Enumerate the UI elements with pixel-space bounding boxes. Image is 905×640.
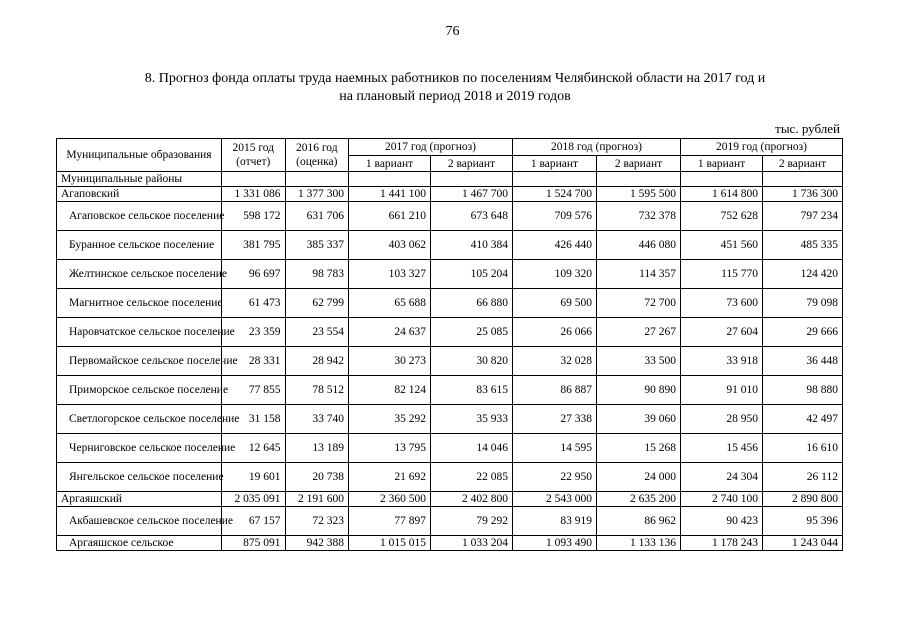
value-cell: 86 962: [597, 507, 681, 536]
district-name: Агаповский: [57, 187, 222, 202]
value-cell: 33 740: [285, 405, 349, 434]
value-cell: 2 635 200: [597, 492, 681, 507]
value-cell: 1 736 300: [763, 187, 843, 202]
value-cell: 13 795: [349, 434, 431, 463]
value-cell: 90 890: [597, 376, 681, 405]
settlement-name: Буранное сельское поселение: [57, 231, 222, 260]
header-2017-variant-1: 1 вариант: [349, 156, 431, 172]
value-cell: 1 441 100: [349, 187, 431, 202]
value-cell: 19 601: [221, 463, 285, 492]
header-2018-variant-2: 2 вариант: [597, 156, 681, 172]
value-cell: 14 595: [512, 434, 596, 463]
value-cell: 16 610: [763, 434, 843, 463]
value-cell: 27 338: [512, 405, 596, 434]
value-cell: 22 085: [431, 463, 513, 492]
value-cell: 77 897: [349, 507, 431, 536]
district-row: [57, 187, 843, 202]
value-cell: 86 887: [512, 376, 596, 405]
value-cell: 451 560: [681, 231, 763, 260]
value-cell: 752 628: [681, 202, 763, 231]
value-cell: 20 738: [285, 463, 349, 492]
value-cell: 598 172: [221, 202, 285, 231]
value-cell: 24 304: [681, 463, 763, 492]
settlement-name: Аргаяшское сельское: [57, 536, 222, 551]
value-cell: 21 692: [349, 463, 431, 492]
settlement-name: Желтинское сельское поселение: [57, 260, 222, 289]
settlement-name: Первомайское сельское поселение: [57, 347, 222, 376]
value-cell: 797 234: [763, 202, 843, 231]
value-cell: 33 918: [681, 347, 763, 376]
value-cell: 15 268: [597, 434, 681, 463]
value-cell: 83 919: [512, 507, 596, 536]
header-2016: 2016 год (оценка): [285, 139, 349, 172]
value-cell: 15 456: [681, 434, 763, 463]
section-empty-cell: [763, 172, 843, 187]
value-cell: 124 420: [763, 260, 843, 289]
value-cell: 83 615: [431, 376, 513, 405]
settlement-row: [57, 318, 843, 347]
value-cell: 2 035 091: [221, 492, 285, 507]
document-title: [100, 70, 810, 106]
payroll-forecast-table: [56, 138, 843, 551]
value-cell: 72 323: [285, 507, 349, 536]
value-cell: 36 448: [763, 347, 843, 376]
value-cell: 82 124: [349, 376, 431, 405]
value-cell: 12 645: [221, 434, 285, 463]
settlement-name: Акбашевское сельское поселение: [57, 507, 222, 536]
settlement-row: [57, 202, 843, 231]
value-cell: 72 700: [597, 289, 681, 318]
settlement-row: [57, 536, 843, 551]
section-row: [57, 172, 843, 187]
value-cell: 1 178 243: [681, 536, 763, 551]
value-cell: 1 331 086: [221, 187, 285, 202]
value-cell: 77 855: [221, 376, 285, 405]
header-municipal: Муниципальные образования: [57, 139, 222, 172]
value-cell: 2 890 800: [763, 492, 843, 507]
header-2019-variant-2: 2 вариант: [763, 156, 843, 172]
settlement-row: [57, 507, 843, 536]
value-cell: 1 015 015: [349, 536, 431, 551]
value-cell: 103 327: [349, 260, 431, 289]
settlement-row: [57, 347, 843, 376]
value-cell: 732 378: [597, 202, 681, 231]
section-label: Муниципальные районы: [57, 172, 222, 187]
header-2017: 2017 год (прогноз): [349, 139, 513, 156]
value-cell: 39 060: [597, 405, 681, 434]
value-cell: 33 500: [597, 347, 681, 376]
value-cell: 31 158: [221, 405, 285, 434]
value-cell: 61 473: [221, 289, 285, 318]
value-cell: 26 112: [763, 463, 843, 492]
value-cell: 67 157: [221, 507, 285, 536]
value-cell: 27 267: [597, 318, 681, 347]
value-cell: 105 204: [431, 260, 513, 289]
header-2018: 2018 год (прогноз): [512, 139, 680, 156]
value-cell: 381 795: [221, 231, 285, 260]
settlement-row: [57, 289, 843, 318]
value-cell: 42 497: [763, 405, 843, 434]
value-cell: 32 028: [512, 347, 596, 376]
value-cell: 1 093 490: [512, 536, 596, 551]
value-cell: 73 600: [681, 289, 763, 318]
value-cell: 673 648: [431, 202, 513, 231]
value-cell: 98 880: [763, 376, 843, 405]
header-2017-variant-2: 2 вариант: [431, 156, 513, 172]
value-cell: 28 942: [285, 347, 349, 376]
section-empty-cell: [431, 172, 513, 187]
value-cell: 66 880: [431, 289, 513, 318]
settlement-name: Приморское сельское поселение: [57, 376, 222, 405]
value-cell: 98 783: [285, 260, 349, 289]
value-cell: 27 604: [681, 318, 763, 347]
settlement-row: [57, 231, 843, 260]
settlement-name: Светлогорское сельское поселение: [57, 405, 222, 434]
value-cell: 109 320: [512, 260, 596, 289]
value-cell: 30 820: [431, 347, 513, 376]
value-cell: 114 357: [597, 260, 681, 289]
settlement-name: Магнитное сельское поселение: [57, 289, 222, 318]
value-cell: 90 423: [681, 507, 763, 536]
value-cell: 2 543 000: [512, 492, 596, 507]
header-2018-variant-1: 1 вариант: [512, 156, 596, 172]
value-cell: 426 440: [512, 231, 596, 260]
value-cell: 25 085: [431, 318, 513, 347]
section-empty-cell: [285, 172, 349, 187]
section-empty-cell: [221, 172, 285, 187]
value-cell: 28 950: [681, 405, 763, 434]
value-cell: 661 210: [349, 202, 431, 231]
district-name: Аргаяшский: [57, 492, 222, 507]
value-cell: 446 080: [597, 231, 681, 260]
header-2015: 2015 год (отчет): [221, 139, 285, 172]
value-cell: 1 377 300: [285, 187, 349, 202]
value-cell: 1 243 044: [763, 536, 843, 551]
value-cell: 1 614 800: [681, 187, 763, 202]
section-empty-cell: [681, 172, 763, 187]
value-cell: 69 500: [512, 289, 596, 318]
settlement-row: [57, 405, 843, 434]
settlement-row: [57, 463, 843, 492]
settlement-row: [57, 376, 843, 405]
value-cell: 1 033 204: [431, 536, 513, 551]
settlement-name: Янгельское сельское поселение: [57, 463, 222, 492]
value-cell: 2 191 600: [285, 492, 349, 507]
value-cell: 35 933: [431, 405, 513, 434]
value-cell: 631 706: [285, 202, 349, 231]
value-cell: 28 331: [221, 347, 285, 376]
title-line-1: 8. Прогноз фонда оплаты труда наемных работников по поселениям Челябинской области на 2017 год и: [144, 71, 766, 86]
section-empty-cell: [512, 172, 596, 187]
section-empty-cell: [349, 172, 431, 187]
value-cell: 875 091: [221, 536, 285, 551]
value-cell: 62 799: [285, 289, 349, 318]
value-cell: 410 384: [431, 231, 513, 260]
page-number: 76: [445, 24, 460, 39]
units-label: тыс. рублей: [775, 121, 840, 136]
value-cell: 79 292: [431, 507, 513, 536]
value-cell: 942 388: [285, 536, 349, 551]
value-cell: 23 359: [221, 318, 285, 347]
section-empty-cell: [597, 172, 681, 187]
value-cell: 65 688: [349, 289, 431, 318]
value-cell: 14 046: [431, 434, 513, 463]
value-cell: 23 554: [285, 318, 349, 347]
value-cell: 35 292: [349, 405, 431, 434]
header-2019-variant-1: 1 вариант: [681, 156, 763, 172]
value-cell: 403 062: [349, 231, 431, 260]
value-cell: 96 697: [221, 260, 285, 289]
settlement-name: Наровчатское сельское поселение: [57, 318, 222, 347]
value-cell: 1 467 700: [431, 187, 513, 202]
value-cell: 13 189: [285, 434, 349, 463]
value-cell: 29 666: [763, 318, 843, 347]
value-cell: 30 273: [349, 347, 431, 376]
settlement-row: [57, 260, 843, 289]
settlement-name: Агаповское сельское поселение: [57, 202, 222, 231]
value-cell: 95 396: [763, 507, 843, 536]
value-cell: 385 337: [285, 231, 349, 260]
title-line-2: на плановый период 2018 и 2019 годов: [339, 89, 571, 104]
settlement-name: Черниговское сельское поселение: [57, 434, 222, 463]
value-cell: 24 637: [349, 318, 431, 347]
value-cell: 26 066: [512, 318, 596, 347]
value-cell: 91 010: [681, 376, 763, 405]
value-cell: 485 335: [763, 231, 843, 260]
value-cell: 2 360 500: [349, 492, 431, 507]
value-cell: 79 098: [763, 289, 843, 318]
value-cell: 2 402 800: [431, 492, 513, 507]
value-cell: 78 512: [285, 376, 349, 405]
value-cell: 2 740 100: [681, 492, 763, 507]
header-2019: 2019 год (прогноз): [681, 139, 843, 156]
value-cell: 709 576: [512, 202, 596, 231]
value-cell: 115 770: [681, 260, 763, 289]
value-cell: 1 524 700: [512, 187, 596, 202]
value-cell: 1 595 500: [597, 187, 681, 202]
value-cell: 22 950: [512, 463, 596, 492]
district-row: [57, 492, 843, 507]
settlement-row: [57, 434, 843, 463]
value-cell: 24 000: [597, 463, 681, 492]
value-cell: 1 133 136: [597, 536, 681, 551]
